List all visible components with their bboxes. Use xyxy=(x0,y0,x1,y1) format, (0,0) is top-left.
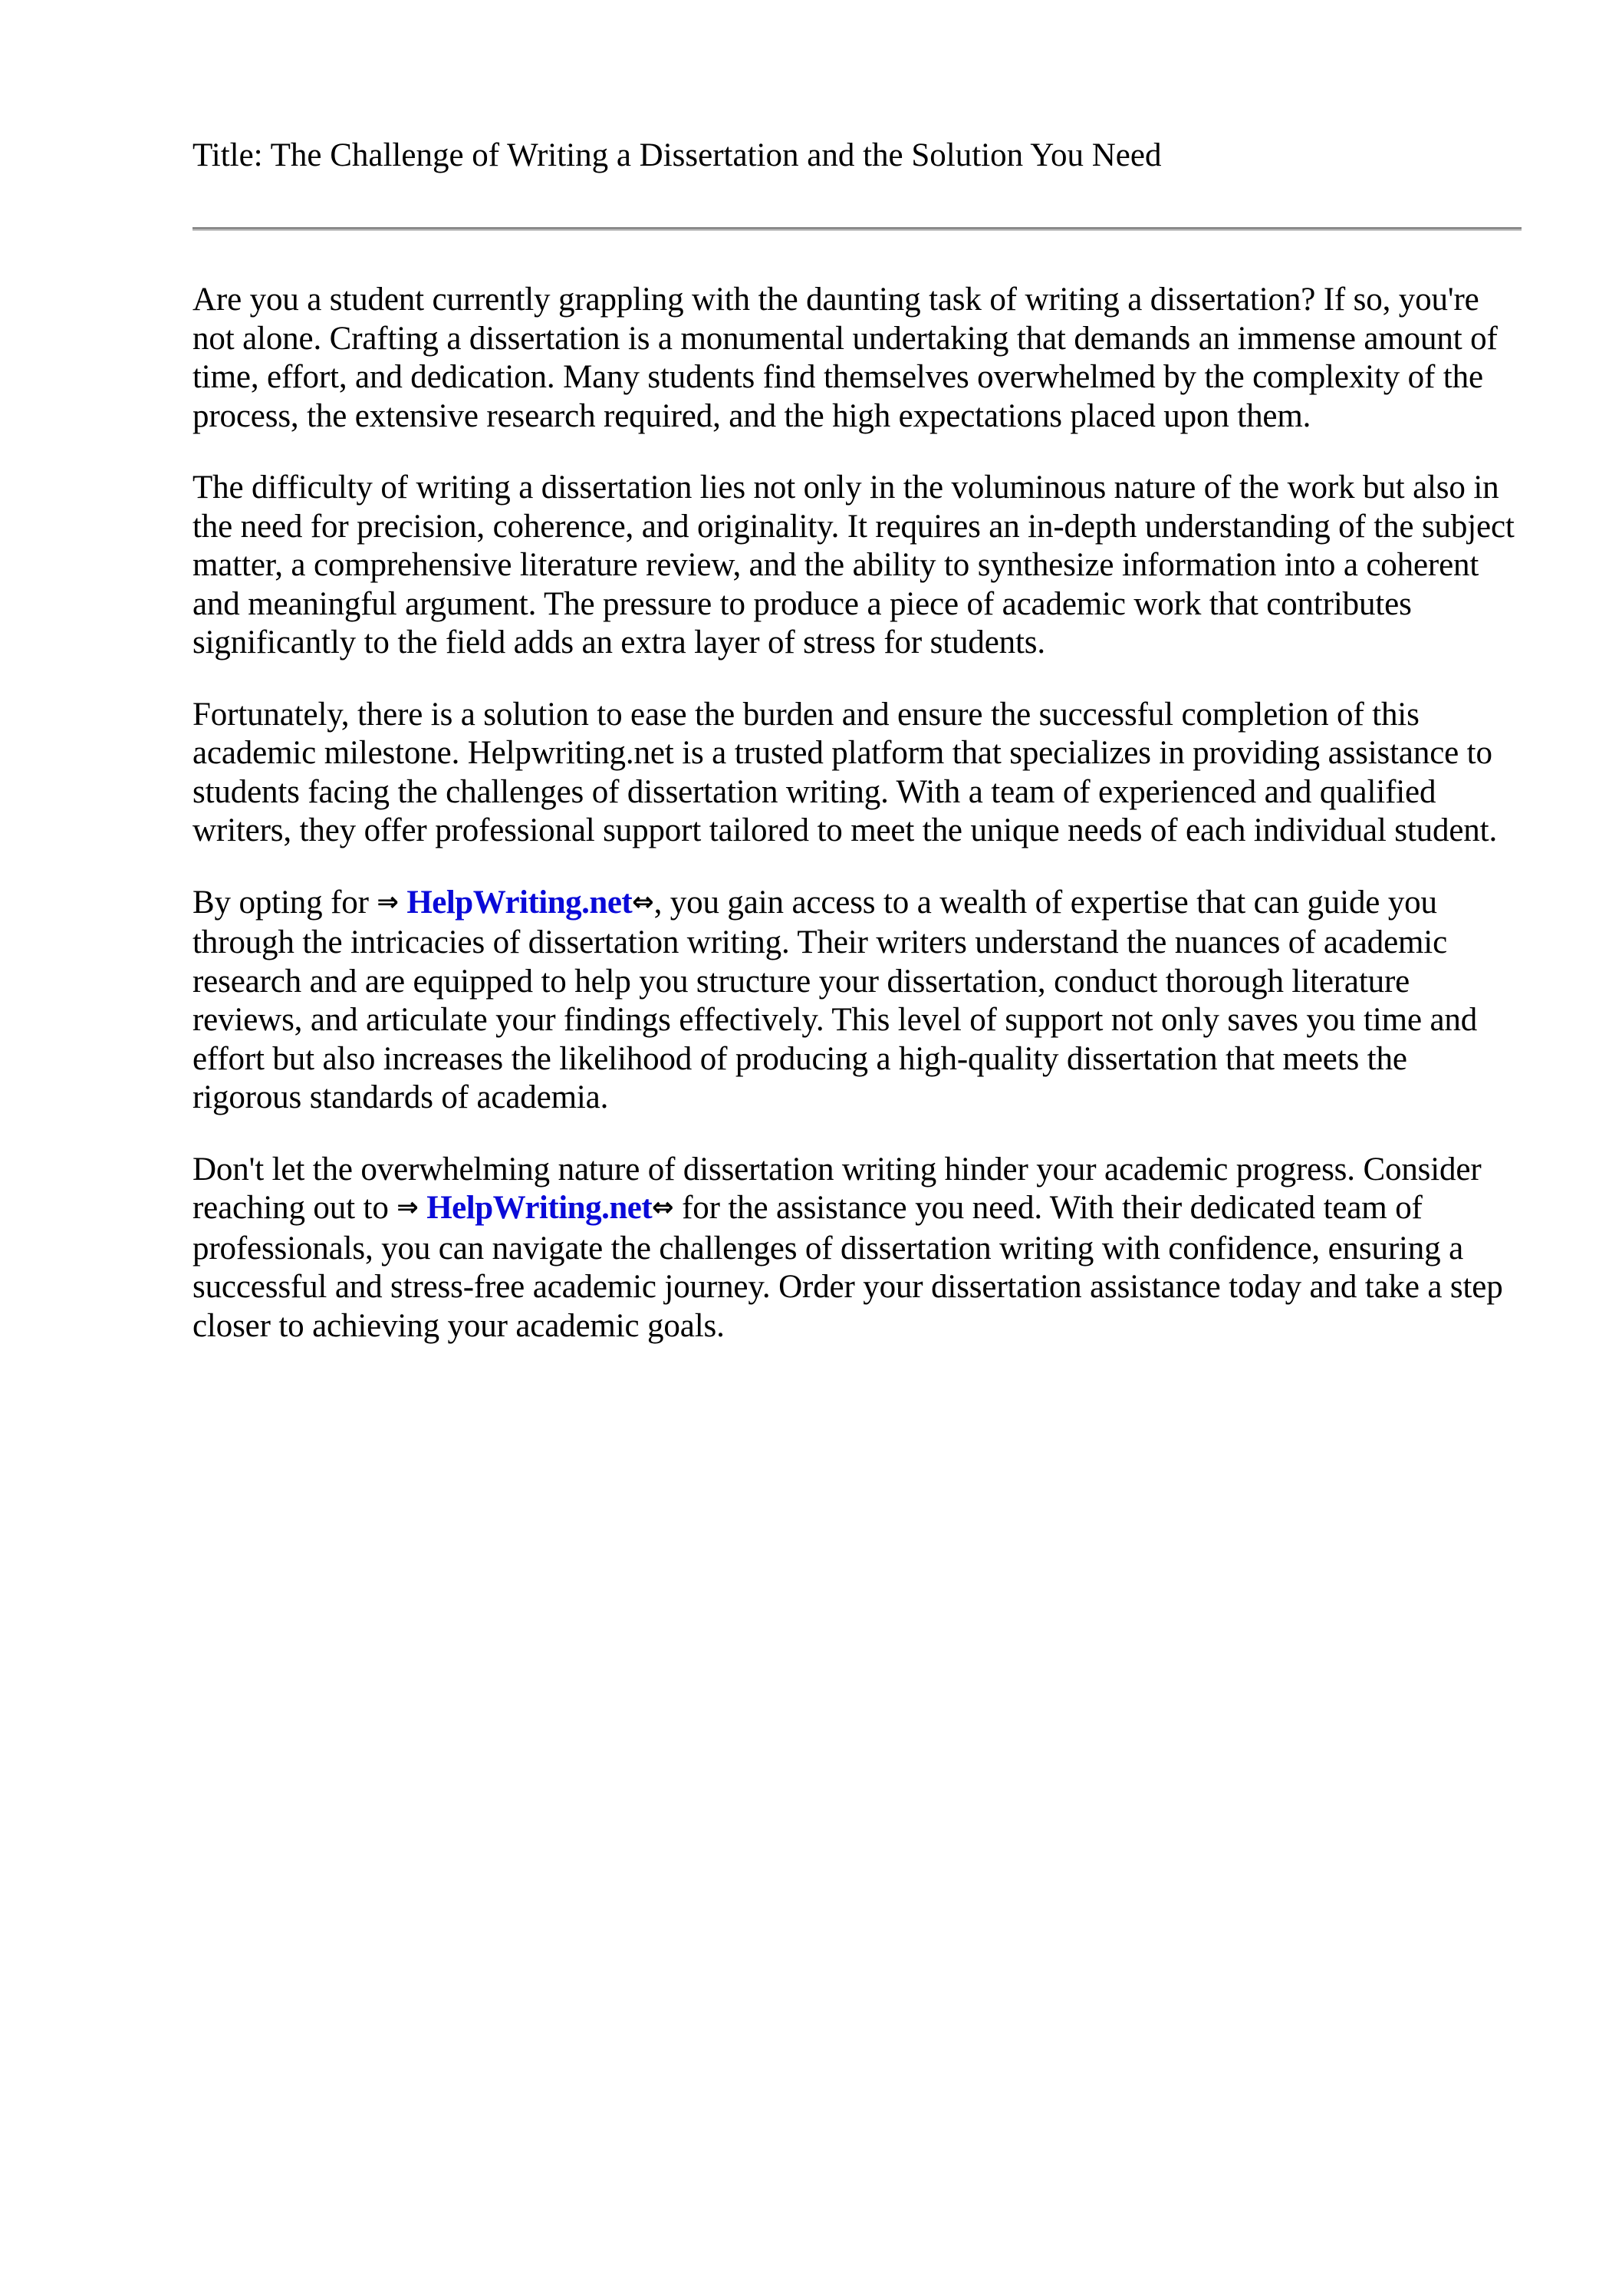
document-title: Title: The Challenge of Writing a Dissertation and the Solution You Need xyxy=(192,137,1162,173)
helpwriting-link[interactable]: HelpWriting.net xyxy=(426,1190,653,1226)
paragraph-solution: Fortunately, there is a solution to ease the burden and ensure the successful completion of this academic milestone. Helpwriting.net is a trusted platform that specializes in providing assistance to students facing the challenges of dissertation writing. With a team of experienced and qualified writers, they offer professional support tailored to meet the unique needs of each individual student. xyxy=(192,696,1498,848)
document-body xyxy=(192,281,1523,1379)
paragraph-benefits-rest: , you gain access to a wealth of expertise that can guide you through the intricacies of dissertation writing. Their writers understand the nuances of academic research and are equipped to help you structure your dissertation, conduct thorough literature reviews, and articulate your findings effectively. This level of support not only saves you time and effort but also increases the likelihood of producing a high-quality dissertation that meets the rigorous standards of academia. xyxy=(192,884,1478,1115)
paragraph-call-to-action xyxy=(192,1151,1523,1346)
paragraph-cta-lead: Don't let the overwhelming nature of dissertation writing hinder your academic progress. Consider reaching out to xyxy=(192,1151,1482,1226)
paragraph-difficulty: The difficulty of writing a dissertation lies not only in the voluminous nature of the work but also in the need for precision, coherence, and originality. It requires an in-depth understanding of the subject matter, a comprehensive literature review, and the ability to synthesize information into a coherent and meaningful argument. The pressure to produce a piece of academic work that contributes significantly to the field adds an extra layer of stress for students. xyxy=(192,469,1515,660)
paragraph-intro: Are you a student currently grappling with the daunting task of writing a dissertation? If so, you're not alone. Crafting a dissertation is a monumental undertaking that demands an immense amount of time, effort, and dedication. Many students find themselves overwhelmed by the complexity of the process, the extensive research required, and the high expectations placed upon them. xyxy=(192,282,1498,434)
left-right-double-arrow-icon: ⇔ xyxy=(652,1192,674,1223)
paragraph-benefits-lead: By opting for xyxy=(192,884,377,921)
title-divider xyxy=(192,227,1522,231)
helpwriting-link[interactable]: HelpWriting.net xyxy=(406,884,633,921)
left-right-double-arrow-icon: ⇔ xyxy=(632,886,654,917)
right-double-arrow-icon: ⇒ xyxy=(396,1192,419,1223)
paragraph-benefits xyxy=(192,884,1523,1118)
right-double-arrow-icon: ⇒ xyxy=(377,886,399,917)
paragraph-cta-rest: for the assistance you need. With their dedicated team of professionals, you can navigate the challenges of dissertation writing with confidence, ensuring a successful and stress-free academic journey. Order your dissertation assistance today and take a step closer to achieving your academic goals. xyxy=(192,1190,1503,1344)
